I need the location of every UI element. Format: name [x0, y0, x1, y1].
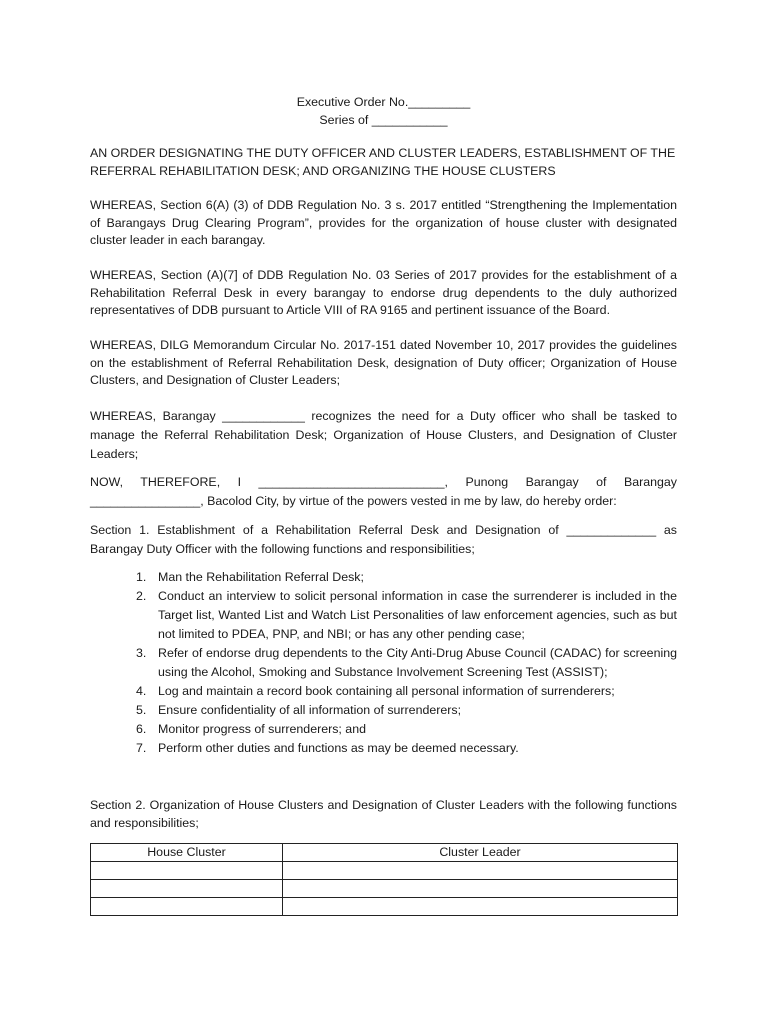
whereas-clause-2: WHEREAS, Section (A)(7] of DDB Regulation No. 03 Series of 2017 provides for the establishment of a Rehabilitation Referral Desk in every barangay to endorse drug dependents to the duly authorized representatives of DDB pursuant to Article VIII of RA 9165 and pertinent issuance of the Board.: [90, 268, 677, 317]
whereas-clause-3: WHEREAS, DILG Memorandum Circular No. 2017-151 dated November 10, 2017 provides the guidelines on the establishment of Referral Rehabilitation Desk, designation of Duty officer; Organization of House Clusters, and Designation of Cluster Leaders;: [90, 338, 677, 387]
house-cluster-cell[interactable]: [91, 880, 283, 898]
list-item: 2. Conduct an interview to solicit personal information in case the surrenderer is included in the Target list, Wanted List and Watch List Personalities of law enforcement agencies, such as but not limited to PDEA, PNP, and NBI; or has any other pending case;: [136, 589, 677, 641]
table-header-row: [91, 844, 678, 862]
house-cluster-cell[interactable]: [91, 862, 283, 880]
list-item: 4. Log and maintain a record book containing all personal information of surrenderers;: [136, 684, 615, 698]
cluster-leader-column-header: Cluster Leader: [283, 844, 678, 862]
whereas-clause-1: WHEREAS, Section 6(A) (3) of DDB Regulation No. 3 s. 2017 entitled “Strengthening the Implementation of Barangays Drug Clearing Program”, provides for the organization of house cluster with designated cluster leader in each barangay.: [90, 198, 677, 247]
house-cluster-cell[interactable]: [91, 898, 283, 916]
cluster-leader-cell[interactable]: [283, 898, 678, 916]
series-line: Series of ___________: [319, 113, 448, 127]
cluster-leader-cell[interactable]: [283, 880, 678, 898]
cluster-leader-cell[interactable]: [283, 862, 678, 880]
whereas-clause-4: WHEREAS, Barangay ____________ recognizes the need for a Duty officer who shall be tasked to manage the Referral Rehabilitation Desk; Organization of House Clusters, and Designation of Cluster Leaders;: [90, 409, 677, 461]
house-cluster-column-header: House Cluster: [91, 844, 283, 862]
section-1-text: Section 1. Establishment of a Rehabilitation Referral Desk and Designation of _____________ as Barangay Duty Officer with the following functions and responsibilities;: [90, 523, 677, 556]
section-2-text: Section 2. Organization of House Clusters and Designation of Cluster Leaders with the following functions and responsibilities;: [90, 798, 677, 830]
list-item: 7. Perform other duties and functions as may be deemed necessary.: [136, 741, 519, 755]
now-therefore-clause: NOW, THEREFORE, I ___________________________, Punong Barangay of Barangay ________________, Bacolod City, by virtue of the powers vested in me by law, do hereby order:: [90, 475, 677, 508]
list-item: 6. Monitor progress of surrenderers; and: [136, 722, 366, 736]
list-item: 5. Ensure confidentiality of all information of surrenderers;: [136, 703, 462, 717]
table-row: [91, 862, 678, 880]
table-row: [91, 898, 678, 916]
executive-order-number: Executive Order No._________: [296, 95, 471, 109]
list-item: 1. Man the Rehabilitation Referral Desk;: [136, 570, 364, 584]
duty-officer-functions-list: [90, 568, 677, 758]
list-item: 3. Refer of endorse drug dependents to the City Anti-Drug Abuse Council (CADAC) for screening using the Alcohol, Smoking and Substance Involvement Screening Test (ASSIST);: [136, 646, 677, 679]
house-cluster-table: [90, 843, 678, 916]
table-row: [91, 880, 678, 898]
order-title: AN ORDER DESIGNATING THE DUTY OFFICER AND CLUSTER LEADERS, ESTABLISHMENT OF THE REFERRAL REHABILITATION DESK; AND ORGANIZING THE HOUSE CLUSTERS: [90, 146, 676, 178]
